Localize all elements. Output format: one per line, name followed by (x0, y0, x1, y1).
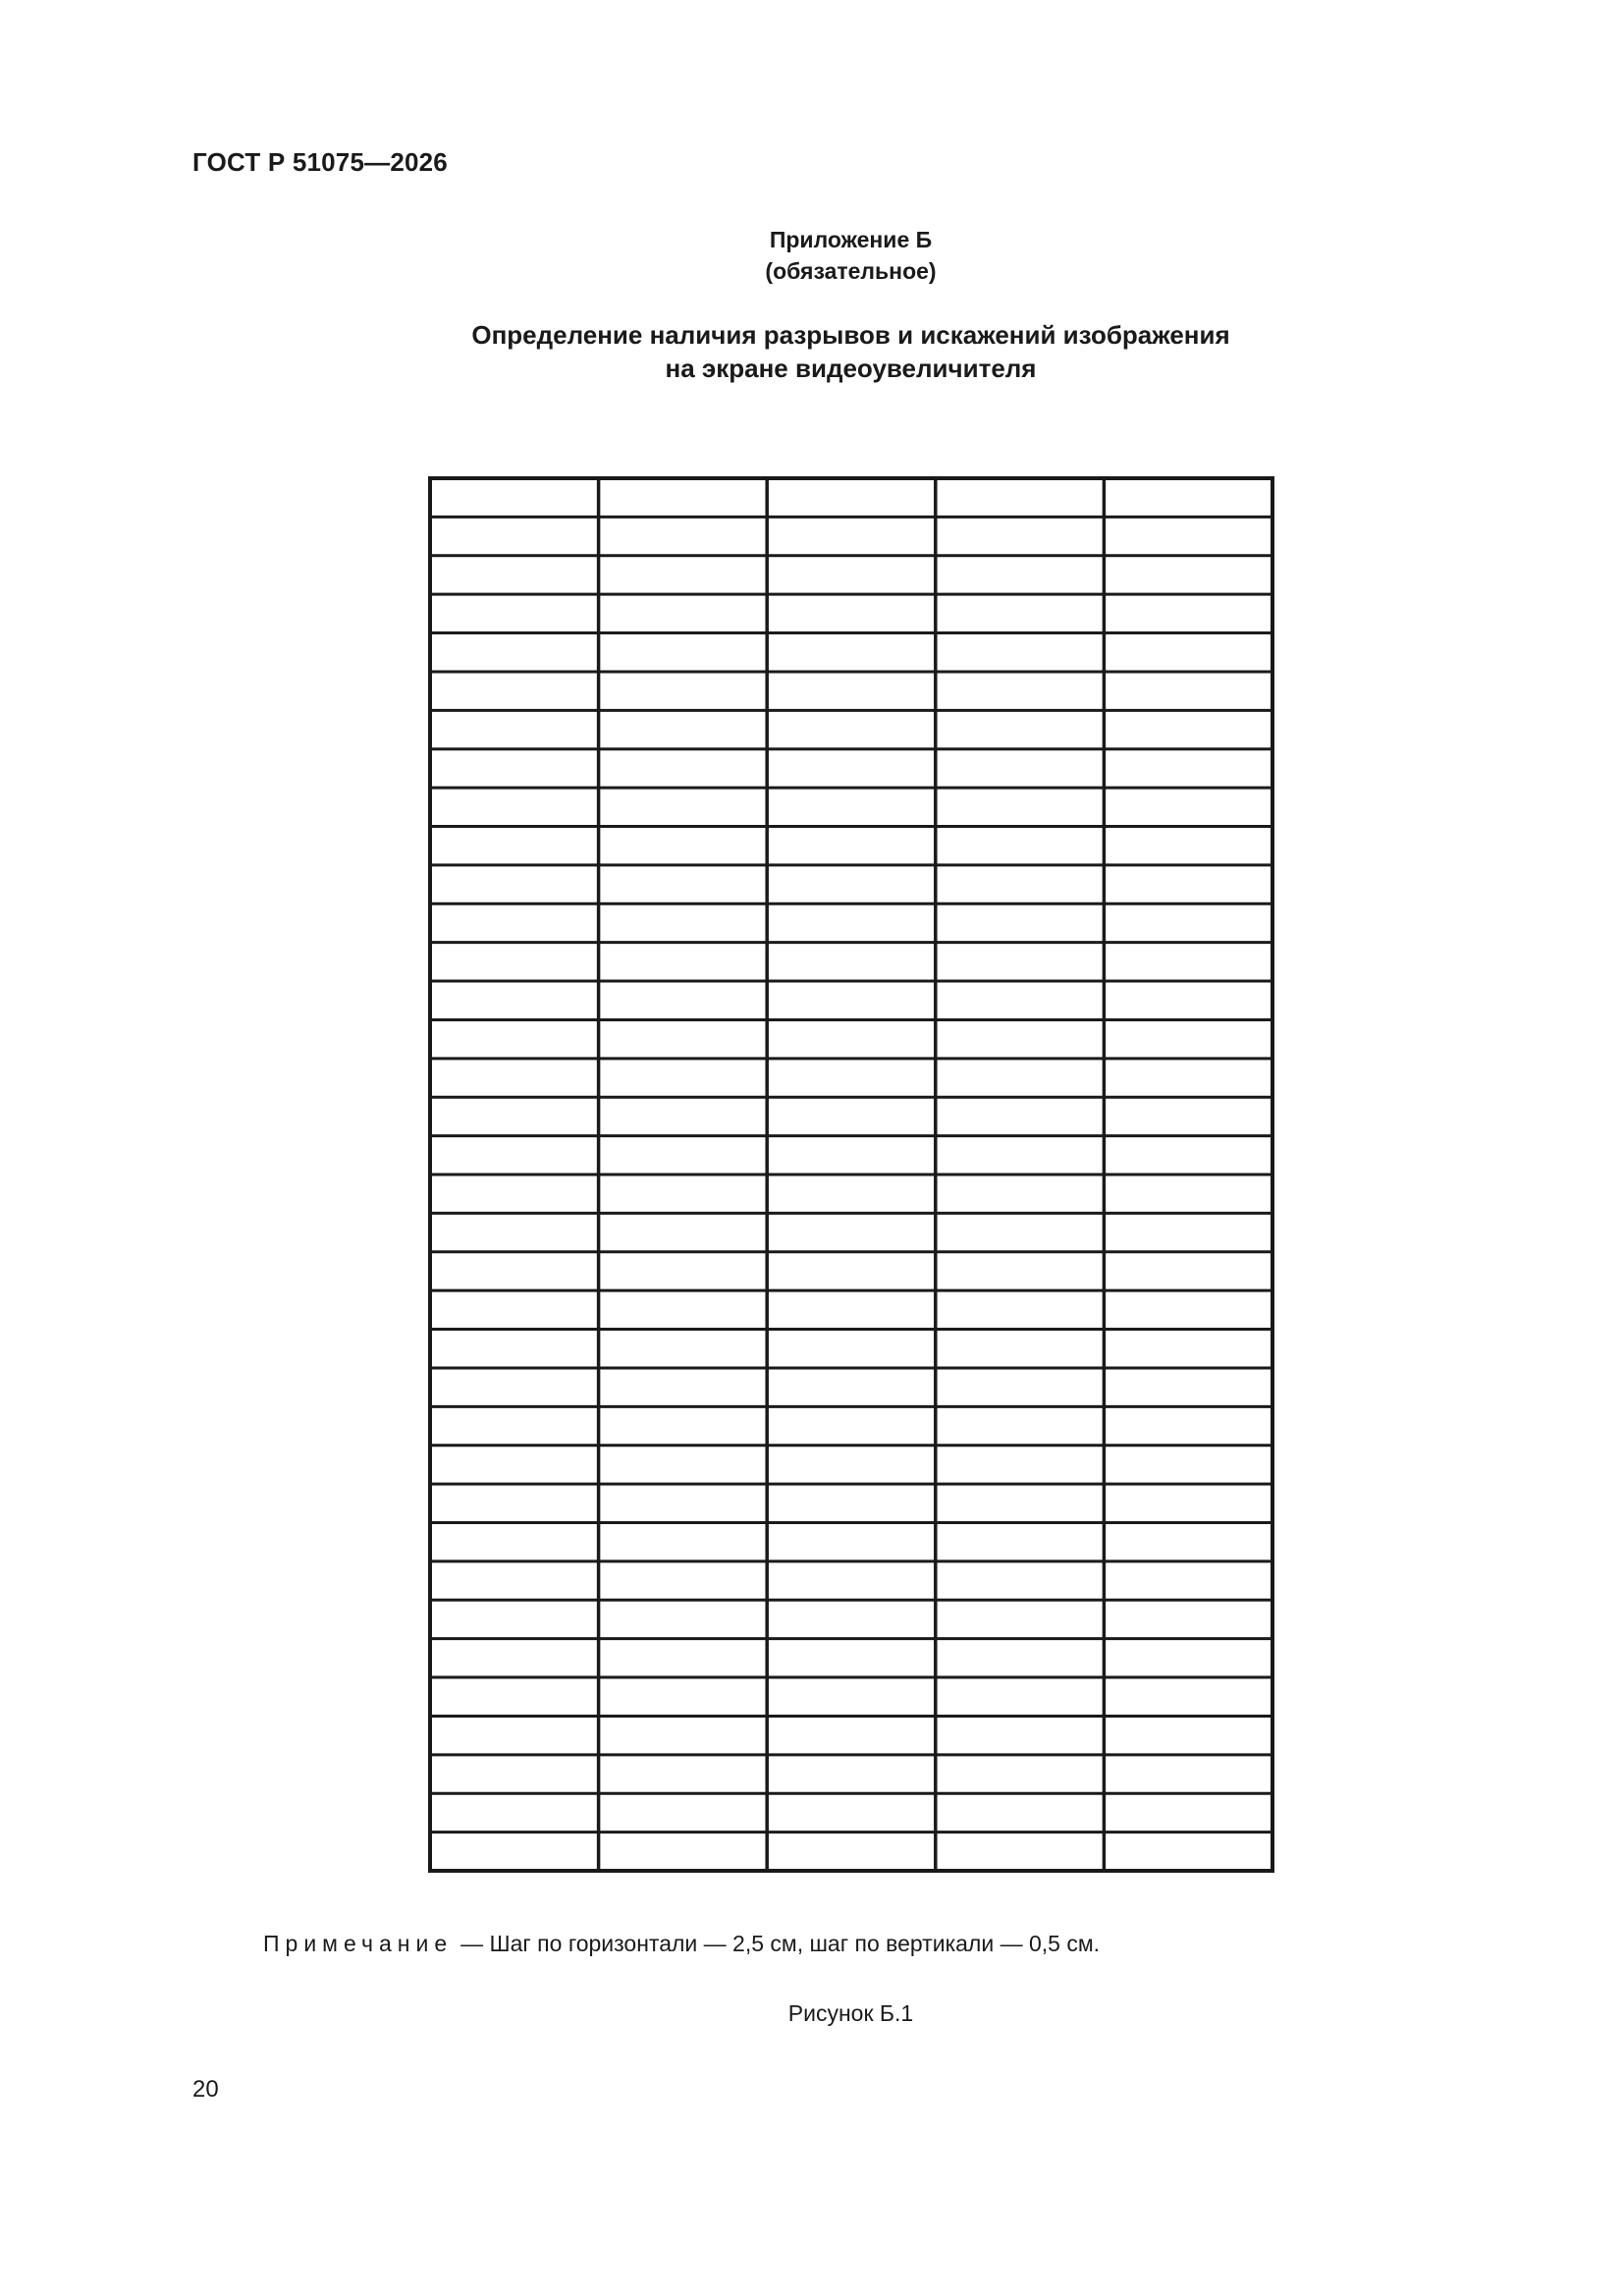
figure-note (263, 1931, 1100, 1957)
note-label: Примечание (263, 1931, 454, 1956)
figure-caption: Рисунок Б.1 (787, 2000, 914, 2026)
appendix-title: Приложение Б (769, 227, 933, 252)
note-text: — Шаг по горизонтали — 2,5 см, шаг по вертикали — 0,5 см. (460, 1931, 1101, 1956)
figure-title-line-1: Определение наличия разрывов и искажений изображения (471, 320, 1230, 350)
page-number: 20 (192, 2076, 219, 2103)
figure-title-line-2: на экране видеоувеличителя (665, 354, 1037, 383)
appendix-status: (обязательное) (765, 258, 937, 284)
document-header: ГОСТ Р 51075—2026 (192, 147, 448, 177)
